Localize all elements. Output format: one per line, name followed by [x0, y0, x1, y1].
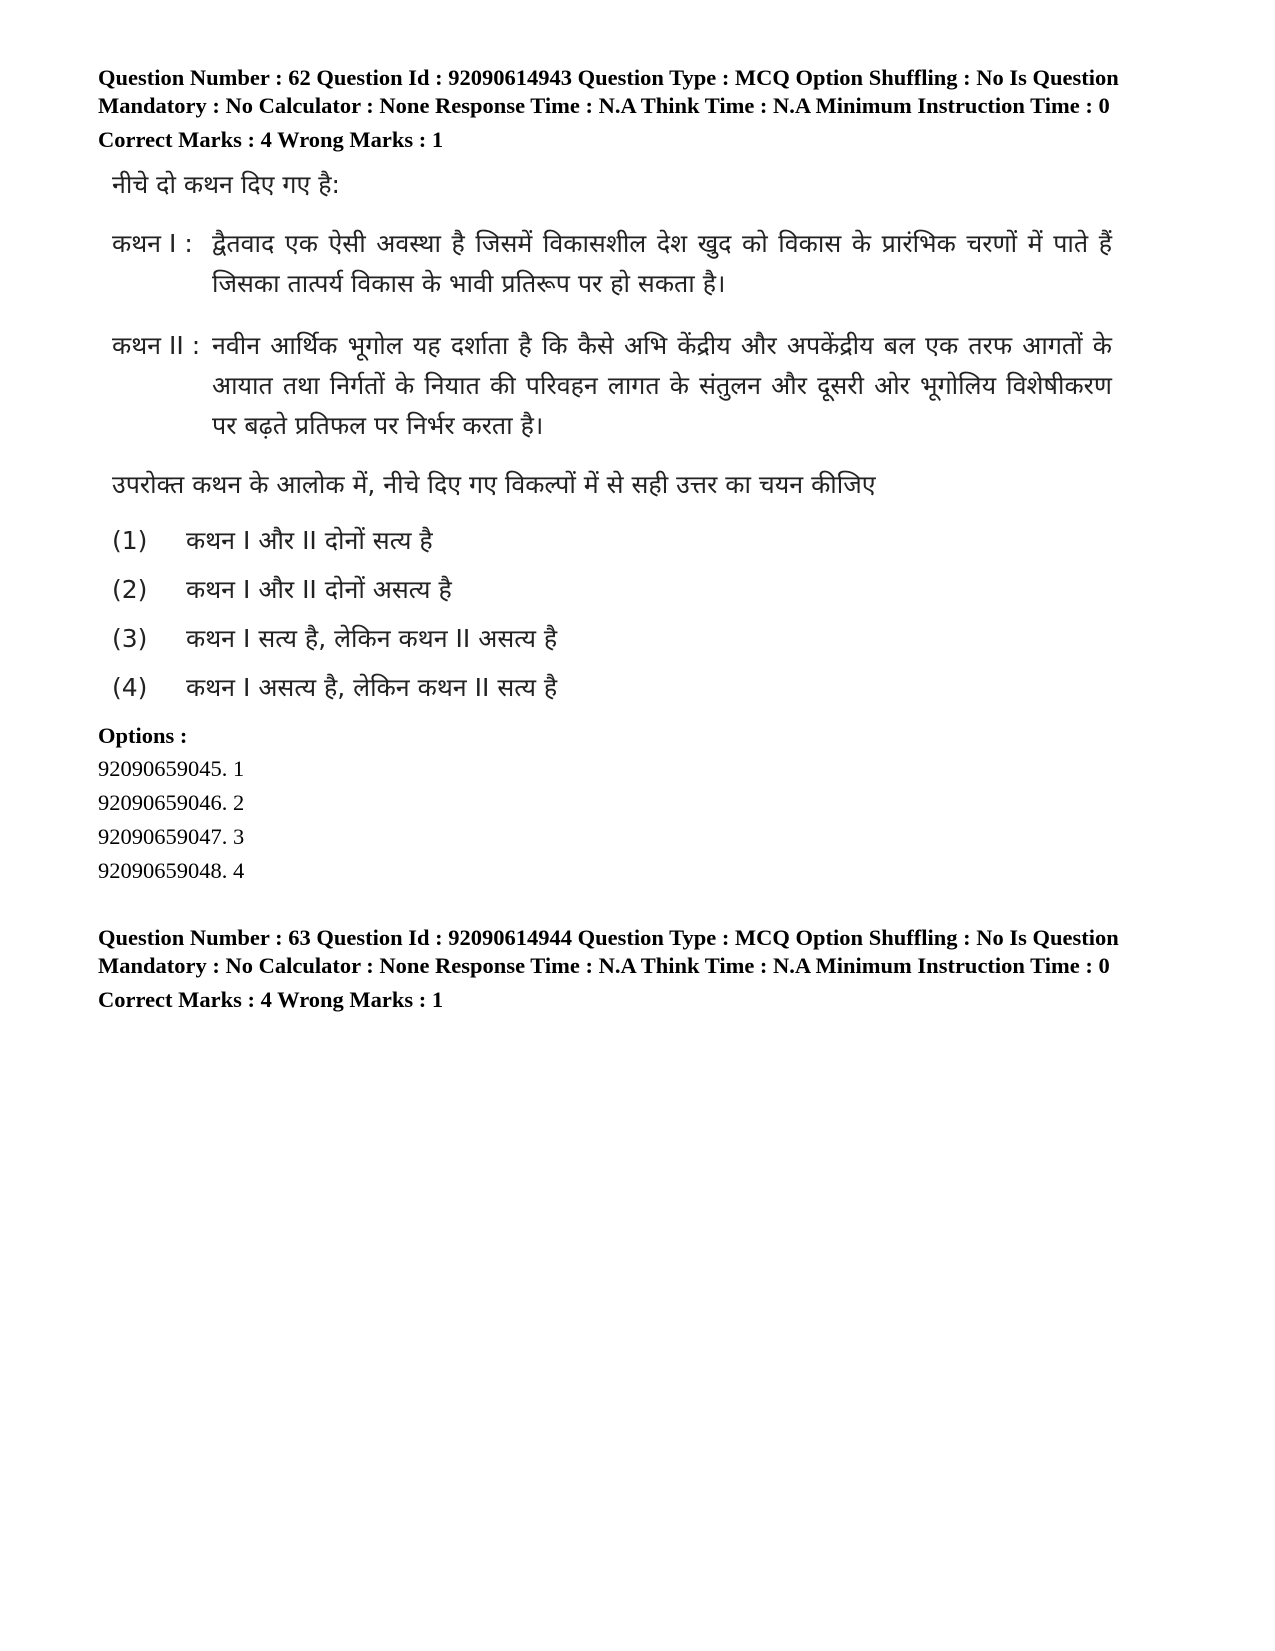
question-ask: उपरोक्त कथन के आलोक में, नीचे दिए गए विकल्पों में से सही उत्तर का चयन कीजिए [112, 470, 876, 499]
statement-1-text: द्वैतवाद एक ऐसी अवस्था है जिसमें विकासशील देश खुद को विकास के प्रारंभिक चरणों में पाते हैं जिसका तात्पर्य विकास के भावी प्रतिरूप पर हो सकता है। [212, 229, 1112, 298]
question-63 [98, 924, 1178, 1014]
choice-text: कथन I सत्य है, लेकिन कथन II असत्य है [186, 624, 558, 653]
option-row: 92090659045. 1 [98, 756, 245, 781]
choice-item [112, 671, 1112, 705]
choice-text: कथन I और II दोनों सत्य है [186, 526, 433, 555]
choice-number: (3) [112, 624, 148, 653]
question-marks: Correct Marks : 4 Wrong Marks : 1 [98, 127, 444, 152]
choice-number: (2) [112, 575, 148, 604]
question-content [112, 168, 1112, 705]
statement-1 [112, 224, 1112, 304]
question-62 [98, 64, 1178, 888]
statement-1-label: कथन I : [112, 229, 193, 258]
statement-2 [112, 326, 1112, 446]
question-intro: नीचे दो कथन दिए गए है: [112, 170, 340, 199]
statement-2-label: कथन II : [112, 331, 201, 360]
choice-number: (1) [112, 526, 148, 555]
choice-text: कथन I और II दोनों असत्य है [186, 575, 452, 604]
option-row: 92090659048. 4 [98, 858, 245, 883]
choice-item [112, 573, 1112, 607]
question-marks: Correct Marks : 4 Wrong Marks : 1 [98, 987, 444, 1012]
choice-item [112, 622, 1112, 656]
question-meta: Question Number : 63 Question Id : 92090614944 Question Type : MCQ Option Shuffling : No Is Question Mandatory : No Calculator : None Response Time : N.A Think Time : N.A Minimum Instruction Time : 0 [98, 925, 1119, 978]
choice-number: (4) [112, 673, 148, 702]
question-meta: Question Number : 62 Question Id : 92090614943 Question Type : MCQ Option Shuffling : No Is Question Mandatory : No Calculator : None Response Time : N.A Think Time : N.A Minimum Instruction Time : 0 [98, 65, 1119, 118]
option-row: 92090659046. 2 [98, 790, 245, 815]
option-row: 92090659047. 3 [98, 824, 245, 849]
statement-2-text: नवीन आर्थिक भूगोल यह दर्शाता है कि कैसे अभि केंद्रीय और अपकेंद्रीय बल एक तरफ आगतों के आयात तथा निर्गतों के नियात की परिवहन लागत के संतुलन और दूसरी ओर भूगोलिय विशेषीकरण पर बढ़ते प्रतिफल पर निर्भर करता है। [212, 331, 1112, 440]
document-page [98, 64, 1178, 1014]
options-heading: Options : [98, 723, 188, 748]
choice-text: कथन I असत्य है, लेकिन कथन II सत्य है [186, 673, 558, 702]
choice-item [112, 524, 1112, 558]
